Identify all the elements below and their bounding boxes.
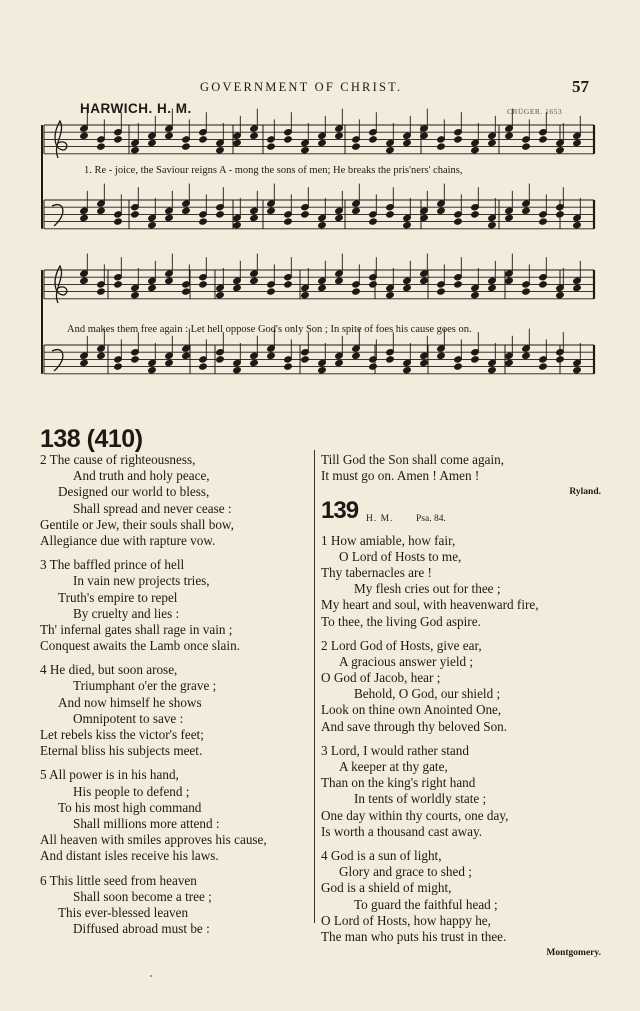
note-head [216,211,225,218]
clefs [52,121,67,371]
note-head [233,139,242,146]
note-head [318,367,327,374]
verse-line: Thy tabernacles are ! [321,564,432,580]
note-head [267,207,276,214]
verse-line: A keeper at thy gate, [339,759,448,775]
stanza-5 [40,767,310,864]
note-head [420,359,429,366]
note-head [454,363,463,370]
verse-line: Designed our world to bless, [58,484,210,500]
note-head [403,139,412,146]
note-head [352,207,361,214]
note-head [97,352,106,359]
verse-line: Shall spread and never cease : [73,500,232,516]
note-head [369,363,378,370]
note-head [471,292,480,299]
hymn-139-meter: H. M. [366,513,394,524]
note-head [148,139,157,146]
note-head [454,281,463,288]
note-head [471,147,480,154]
running-title: GOVERNMENT OF CHRIST. [200,80,403,94]
verse-line: Th' infernal gates shall rage in vain ; [40,621,233,637]
note-head [488,222,497,229]
verse-line: Omnipotent to save : [73,710,184,726]
verse-line: 3 The baffled prince of hell [40,557,185,573]
verse-line: Behold, O God, our shield ; [354,686,501,702]
right-column [321,452,601,961]
note-head [165,277,174,284]
verse-line: To thee, the living God aspire. [321,613,481,629]
note-head [148,367,157,374]
note-head [522,143,531,150]
note-head [573,367,582,374]
note-head [301,292,310,299]
note-head [284,281,293,288]
verse-line: Glory and grace to shed ; [339,864,472,880]
note-head [573,139,582,146]
note-head [233,222,242,229]
note-head [335,214,344,221]
note-head [233,367,242,374]
note-head [522,207,531,214]
note-head [352,143,361,150]
stanza-4 [321,848,601,945]
verse-line: Till God the Son shall come again, [321,452,505,467]
note-head [250,359,259,366]
note-head [573,222,582,229]
verse-line: To guard the faithful head ; [354,896,498,912]
hymn-138-author: Ryland. [569,487,601,498]
note-head [114,218,123,225]
note-head [420,277,429,284]
verse-line: One day within thy courts, one day, [321,807,509,823]
note-head [505,359,514,366]
hymn-138-continuation [321,452,601,501]
note-head [250,277,259,284]
verse-line: In tents of worldly state ; [354,791,487,807]
verse-line: By cruelty and lies : [73,605,180,621]
note-head [199,363,208,370]
hymn-139-author: Montgomery. [546,948,601,959]
note-head [165,214,174,221]
note-head [556,211,565,218]
note-head [335,132,344,139]
note-head [556,292,565,299]
hymn-139-psalm: Psa. 84. [416,513,446,524]
lyric-line-1: 1. Re - joice, the Saviour reigns A - mong the sons of men; He breaks the pris'ners' chains, [84,165,463,176]
verse-line: And truth and holy peace, [73,468,210,484]
note-head [250,214,259,221]
verse-line: This ever-blessed leaven [58,904,189,920]
note-head [437,207,446,214]
note-head [131,356,140,363]
verse-line: Conquest awaits the Lamb once slain. [40,638,240,654]
verse-line: Shall millions more attend : [73,815,220,831]
verse-line: My flesh cries out for thee ; [354,581,501,597]
verse-line: Shall soon become a tree ; [73,888,212,904]
note-head [556,147,565,154]
verse-line: And distant isles receive his laws. [40,848,219,864]
note-head [267,288,276,295]
tune-composer: CRÜGER. 1653 [507,107,563,116]
stanza-3 [321,743,601,840]
note-head [97,288,106,295]
note-head [437,288,446,295]
note-head [352,288,361,295]
verse-line: Truth's empire to repel [58,589,178,605]
note-head [148,222,157,229]
note-head [454,136,463,143]
note-head [573,284,582,291]
tune-name: HARWICH. H. M. [80,101,192,116]
note-head [454,218,463,225]
verse-line: 1 How amiable, how fair, [321,532,456,548]
note-head [114,281,123,288]
note-head [182,207,191,214]
note-head [437,143,446,150]
verse-line: All heaven with smiles approves his cause, [40,832,267,848]
note-head [301,356,310,363]
bass-clef [52,350,63,371]
note-head [488,139,497,146]
note-head [556,356,565,363]
verse-line: 4 God is a sun of light, [321,847,442,863]
note-head [284,136,293,143]
verse-line: 5 All power is in his hand, [40,767,179,783]
note-head [386,356,395,363]
verse-line: Let rebels kiss the victor's feet; [40,727,204,742]
verse-line: 3 Lord, I would rather stand [321,742,469,758]
stanza-1 [321,533,601,630]
hymn-138-text [40,452,310,937]
note-head [539,136,548,143]
verse-line: The man who puts his trust in thee. [321,928,507,944]
note-head [522,352,531,359]
note-head [131,292,140,299]
note-head [386,292,395,299]
note-head [318,222,327,229]
note-head [182,352,191,359]
note-head [199,218,208,225]
note-head [114,136,123,143]
verse-line: 2 The cause of righteousness, [40,452,196,467]
note-head [216,356,225,363]
note-head [199,136,208,143]
note-head [403,367,412,374]
note-head [369,281,378,288]
note-head [522,288,531,295]
bass-clef [52,205,63,226]
note-head [505,214,514,221]
note-head [403,222,412,229]
note-head [471,356,480,363]
note-head [386,211,395,218]
note-head [199,281,208,288]
verse-line: Eternal bliss his subjects meet. [40,743,203,759]
verse-line: Allegiance due with rapture vow. [40,532,216,548]
note-head [301,211,310,218]
note-head [369,136,378,143]
note-head [318,284,327,291]
note-head [267,143,276,150]
hymn-138-number: 138 (410) [40,425,143,453]
staff-lines [44,125,594,374]
stanza-6 [40,873,310,938]
verse-line: My heart and soul, with heavenward fire, [321,597,539,613]
note-head [165,132,174,139]
note-head [131,211,140,218]
note-head [539,281,548,288]
note-head [216,292,225,299]
note-head [216,147,225,154]
note-head [403,284,412,291]
note-head [131,147,140,154]
note-head [97,207,106,214]
note-head [301,147,310,154]
note-head [386,147,395,154]
note-head [505,277,514,284]
verse-line: His people to defend ; [73,783,190,799]
verse-line: 2 Lord God of Hosts, give ear, [321,637,482,653]
lyric-line-2: And makes them free again : Let hell oppose God's only Son ; In spite of foes his cause goes on. [67,324,472,335]
note-head [488,367,497,374]
note-head [471,211,480,218]
column-divider [314,450,315,923]
note-head [267,352,276,359]
verse-line: Gentile or Jew, their souls shall bow, [40,516,234,532]
note-head [505,132,514,139]
verse-line: In vain new projects tries, [73,573,210,589]
note-head [318,139,327,146]
verse-line: To his most high command [58,799,202,815]
note-head [284,218,293,225]
paper-speck [150,975,152,977]
verse-line: 4 He died, but soon arose, [40,662,178,678]
note-head [539,218,548,225]
note-head [335,359,344,366]
note-head [165,359,174,366]
verse-line: Look on thine own Anointed One, [321,702,502,718]
verse-line: Is worth a thousand cast away. [321,823,483,839]
note-head [80,132,89,139]
note-head [97,143,106,150]
note-head [488,284,497,291]
note-head [335,277,344,284]
note-head [148,284,157,291]
verse-line: A gracious answer yield ; [339,653,474,669]
stanza-2 [321,638,601,735]
verse-line: 6 This little seed from heaven [40,872,197,888]
note-head [182,288,191,295]
stanza-3 [40,557,310,654]
note-head [80,214,89,221]
page-number: 57 [572,77,589,96]
music-score [0,0,640,420]
note-head [233,284,242,291]
note-head [80,277,89,284]
verse-line: O Lord of Hosts to me, [339,548,462,564]
bar-lines [42,125,594,374]
verse-line: And now himself he shows [58,694,202,710]
verse-line: Than on the king's right hand [321,775,476,791]
note-head [80,359,89,366]
verse-line: O God of Jacob, hear ; [321,670,441,686]
verse-line: And save through thy beloved Son. [321,718,508,734]
note-head [182,143,191,150]
stanza-2 [40,452,310,549]
hymn-139-number: 139 [321,496,359,524]
note-head [369,218,378,225]
verse-line: God is a shield of might, [321,880,452,896]
note-head [250,132,259,139]
note-head [284,363,293,370]
stanza-4 [40,662,310,759]
hymn-139-header [321,496,601,533]
note-head [539,363,548,370]
verse-line: It must go on. Amen ! Amen ! [321,468,480,484]
note-head [352,352,361,359]
note-head [437,352,446,359]
verse-line: Triumphant o'er the grave ; [73,678,217,694]
verse-line: O Lord of Hosts, how happy he, [321,912,491,928]
verse-line: Diffused abroad must be : [73,921,210,937]
note-head [114,363,123,370]
